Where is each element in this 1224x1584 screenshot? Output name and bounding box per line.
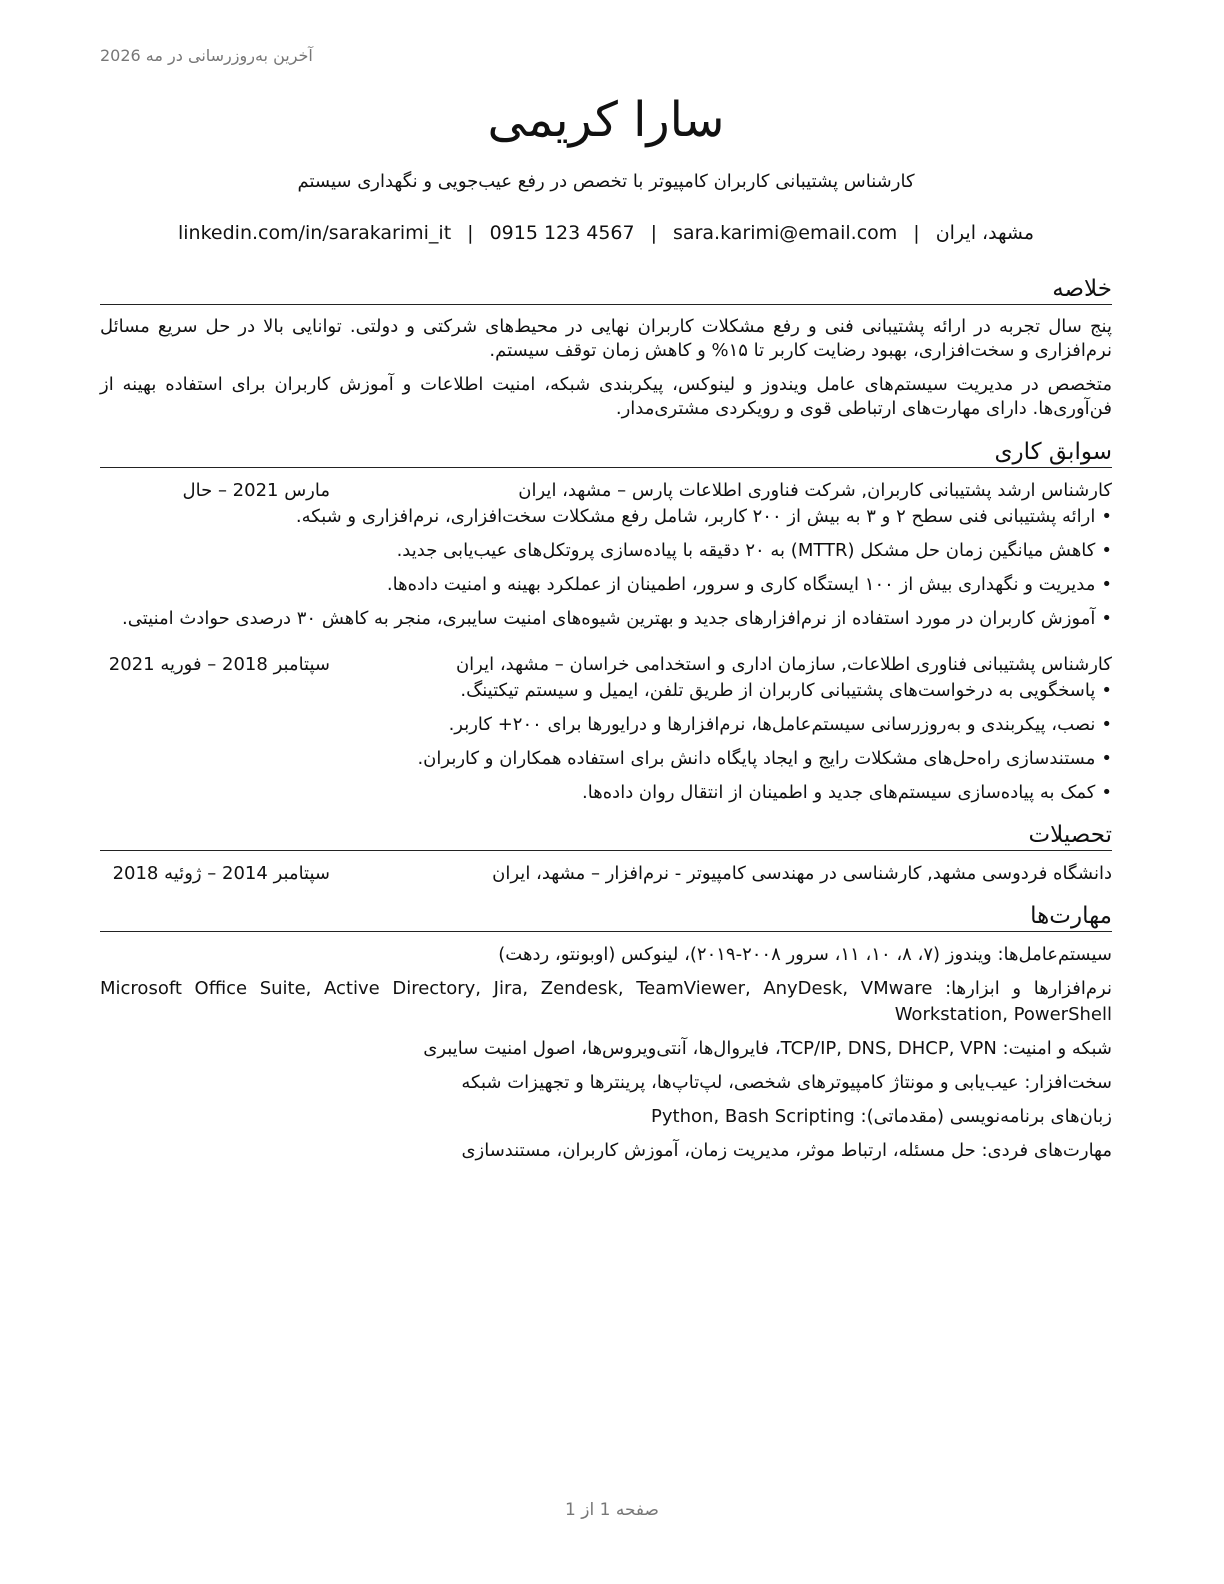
- job-heading: کارشناس ارشد پشتیبانی کاربران, شرکت فناوری اطلاعات پارس – مشهد، ایران: [518, 480, 1112, 501]
- contact-separator: |: [650, 222, 658, 244]
- job-entry: [100, 652, 1112, 806]
- skill-line: مهارت‌های فردی: حل مسئله، ارتباط موثر، مدیریت زمان، آموزش کاربران، مستندسازی: [461, 1140, 1112, 1161]
- skill-line: زبان‌های برنامه‌نویسی (مقدماتی): Python, Bash Scripting: [651, 1106, 1112, 1127]
- bullet-text: نصب، پیکربندی و به‌روزرسانی سیستم‌عامل‌ها، نرم‌افزارها و درایورها برای ۲۰۰+ کاربر.: [448, 714, 1096, 735]
- bullet-icon: •: [1101, 540, 1112, 561]
- bullet-text: مدیریت و نگهداری بیش از ۱۰۰ ایستگاه کاری و سرور، اطمینان از عملکرد بهینه و امنیت داده‌ها.: [386, 574, 1096, 595]
- summary-section: [100, 274, 1112, 421]
- resume-content: [100, 88, 1112, 1172]
- bullet-text: کمک به پیاده‌سازی سیستم‌های جدید و اطمینان از انتقال روان داده‌ها.: [582, 782, 1096, 803]
- list-item: [100, 504, 1112, 530]
- list-item: [100, 572, 1112, 598]
- bullet-icon: •: [1101, 574, 1112, 595]
- education-dates: سپتامبر 2014 – ژوئیه 2018: [112, 863, 330, 884]
- list-item: [100, 746, 1112, 772]
- job-heading: کارشناس پشتیبانی فناوری اطلاعات, سازمان اداری و استخدامی خراسان – مشهد، ایران: [455, 654, 1112, 675]
- list-item: [100, 678, 1112, 704]
- experience-section: [100, 437, 1112, 806]
- list-item: [100, 712, 1112, 738]
- last-updated-note: آخرین به‌روزرسانی در مه 2026: [100, 46, 313, 65]
- bullet-icon: •: [1101, 714, 1112, 735]
- bullet-icon: •: [1101, 782, 1112, 803]
- education-section: [100, 820, 1112, 887]
- bullet-icon: •: [1101, 506, 1112, 527]
- bullet-icon: •: [1101, 608, 1112, 629]
- bullet-text: پاسخگویی به درخواست‌های پشتیبانی کاربران از طریق تلفن، ایمیل و سیستم تیکتینگ.: [460, 680, 1096, 701]
- contact-phone: 0915 123 4567: [489, 222, 635, 244]
- bullet-text: کاهش میانگین زمان حل مشکل (MTTR) به ۲۰ دقیقه با پیاده‌سازی پروتکل‌های عیب‌یابی جدید.: [396, 540, 1096, 561]
- skills-title: مهارت‌ها: [100, 901, 1112, 932]
- bullet-text: آموزش کاربران در مورد استفاده از نرم‌افزارهای جدید و بهترین شیوه‌های امنیت سایبری، منجر به کاهش ۳۰ درصدی حوادث امنیتی.: [122, 608, 1096, 629]
- page-number: صفحه 1 از 1: [565, 1500, 659, 1520]
- contact-linkedin[interactable]: linkedin.com/in/sarakarimi_it: [178, 222, 452, 244]
- candidate-tagline: کارشناس پشتیبانی کاربران کامپیوتر با تخصص در رفع عیب‌جویی و نگهداری سیستم: [297, 171, 915, 192]
- contact-separator: |: [913, 222, 920, 244]
- contact-email[interactable]: sara.karimi@email.com: [673, 222, 898, 244]
- job-bullets: [100, 678, 1112, 806]
- candidate-name: سارا کریمی: [487, 92, 725, 148]
- contact-separator: |: [467, 222, 474, 244]
- skills-section: [100, 901, 1112, 1164]
- contact-location: مشهد، ایران: [935, 222, 1034, 244]
- experience-title: سوابق کاری: [100, 437, 1112, 468]
- skill-line: سیستم‌عامل‌ها: ویندوز (۷، ۸، ۱۰، ۱۱، سرور ۲۰۰۸-۲۰۱۹)، لینوکس (اوبونتو، ردهت): [498, 944, 1112, 965]
- job-entry: [100, 478, 1112, 632]
- bullet-text: ارائه پشتیبانی فنی سطح ۲ و ۳ به بیش از ۲۰۰ کاربر، شامل رفع مشکلات سخت‌افزاری، نرم‌افزاری و شبکه.: [295, 506, 1096, 527]
- job-header: [100, 478, 1112, 504]
- job-dates: مارس 2021 – حال: [182, 480, 330, 501]
- list-item: [100, 780, 1112, 806]
- job-header: [100, 652, 1112, 678]
- summary-paragraph: متخصص در مدیریت سیستم‌های عامل ویندوز و لینوکس، پیکربندی شبکه، امنیت اطلاعات و آموزش کاربران برای استفاده بهینه از فن‌آوری‌ها. دارای مهارت‌های ارتباطی قوی و رویکردی مشتری‌مدار.: [100, 374, 1112, 419]
- list-item: [100, 606, 1112, 632]
- skill-line: شبکه و امنیت: TCP/IP, DNS, DHCP, VPN، فایروال‌ها، آنتی‌ویروس‌ها، اصول امنیت سایبری: [423, 1038, 1112, 1059]
- education-title: تحصیلات: [100, 820, 1112, 851]
- bullet-text: مستندسازی راه‌حل‌های مشکلات رایج و ایجاد پایگاه دانش برای استفاده همکاران و کاربران.: [417, 748, 1096, 769]
- job-dates: سپتامبر 2018 – فوریه 2021: [108, 654, 330, 675]
- list-item: [100, 538, 1112, 564]
- summary-paragraph: پنج سال تجربه در ارائه پشتیبانی فنی و رفع مشکلات کاربران نهایی در محیط‌های شرکتی و دولتی. توانایی بالا در حل سریع مسائل نرم‌افزاری و سخت‌افزاری، بهبود رضایت کاربر تا ۱۵% و کاهش زمان توقف سیستم.: [100, 316, 1112, 361]
- education-heading: دانشگاه فردوسی مشهد, کارشناسی در مهندسی کامپیوتر - نرم‌افزار – مشهد، ایران: [492, 863, 1112, 884]
- education-entry: [100, 861, 1112, 887]
- contact-line: [100, 220, 1112, 246]
- summary-title: خلاصه: [100, 274, 1112, 305]
- skill-line: نرم‌افزارها و ابزارها: Microsoft Office Suite, Active Directory, Jira, Zendesk, TeamViewer, AnyDesk, VMware Workstation, PowerShell: [100, 978, 1112, 1025]
- job-bullets: [100, 504, 1112, 632]
- bullet-icon: •: [1101, 748, 1112, 769]
- bullet-icon: •: [1101, 680, 1112, 701]
- skill-line: سخت‌افزار: عیب‌یابی و مونتاژ کامپیوترهای شخصی، لپ‌تاپ‌ها، پرینترها و تجهیزات شبکه: [461, 1072, 1112, 1093]
